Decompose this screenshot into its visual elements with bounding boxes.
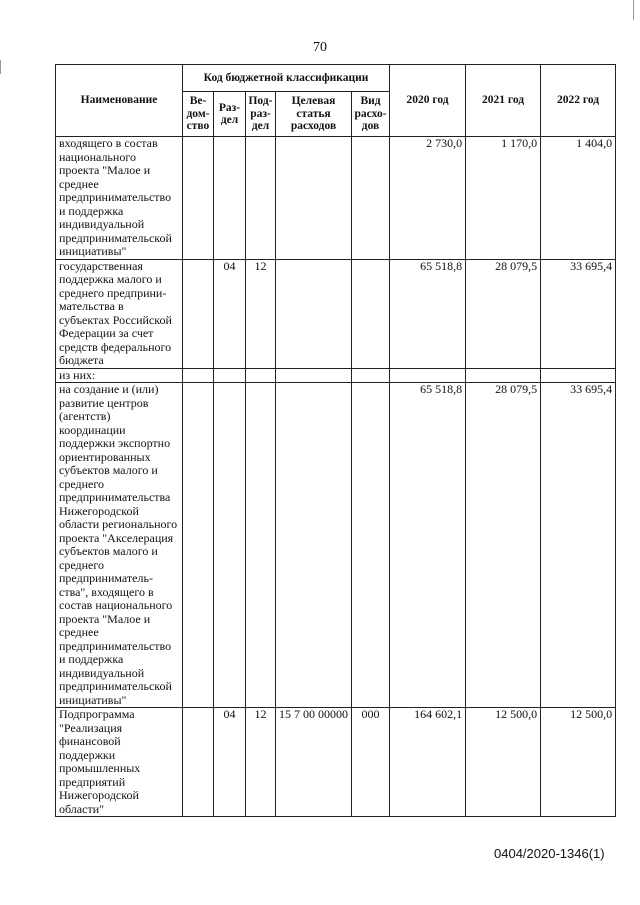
row-razdel: 04: [214, 708, 246, 817]
page-number: 70: [313, 40, 327, 55]
header-2022: 2022 год: [541, 65, 616, 137]
row-name: из них:: [56, 368, 183, 383]
table-row: [56, 368, 616, 383]
row-value-2022: [541, 368, 616, 383]
budget-table: [55, 64, 616, 817]
row-value-2022: 1 404,0: [541, 137, 616, 260]
row-value-2021: [466, 368, 541, 383]
row-podrazdel: [246, 368, 276, 383]
row-podrazdel: [246, 137, 276, 260]
header-podrazdel: Под- раз- дел: [246, 92, 276, 137]
row-vedomstvo: [183, 137, 214, 260]
row-target-article: [276, 259, 352, 368]
table-row: [56, 708, 616, 817]
row-value-2020: [390, 368, 466, 383]
table-row: [56, 137, 616, 260]
row-razdel: 04: [214, 259, 246, 368]
document-code: 0404/2020-1346(1): [494, 846, 605, 861]
row-expense-type: [352, 137, 390, 260]
row-name: входящего в состав национального проекта "Малое и среднее предпринимательство и поддержка индивидуальной предпринимательской инициативы": [56, 137, 183, 260]
row-name: государственная поддержка малого и среднего предприни- мательства в субъектах Российской Федерации за счет средств федерального бюджета: [56, 259, 183, 368]
header-2021: 2021 год: [466, 65, 541, 137]
row-podrazdel: 12: [246, 259, 276, 368]
row-target-article: [276, 368, 352, 383]
row-expense-type: [352, 259, 390, 368]
row-value-2022: 12 500,0: [541, 708, 616, 817]
scan-edge-mark: [633, 0, 634, 20]
row-expense-type: 000: [352, 708, 390, 817]
header-expense-type: Вид расхо- дов: [352, 92, 390, 137]
row-value-2021: 1 170,0: [466, 137, 541, 260]
table-row: [56, 259, 616, 368]
row-value-2021: 28 079,5: [466, 383, 541, 708]
row-value-2020: 65 518,8: [390, 259, 466, 368]
row-value-2021: 12 500,0: [466, 708, 541, 817]
row-vedomstvo: [183, 368, 214, 383]
row-vedomstvo: [183, 383, 214, 708]
row-value-2020: 164 602,1: [390, 708, 466, 817]
row-expense-type: [352, 368, 390, 383]
header-name: Наименование: [56, 65, 183, 137]
header-target-article: Целевая статья расходов: [276, 92, 352, 137]
row-razdel: [214, 383, 246, 708]
row-name: на создание и (или) развитие центров (агентств) координации поддержки экспортно ориентированных субъектов малого и среднего предпринимательства Нижегородской области регионального проекта "Акселерация субъектов малого и среднего предприниматель- ства", входящего в состав национального проекта "Малое и среднее предпринимательство и поддержка индивидуальной предпринимательской инициативы": [56, 383, 183, 708]
row-podrazdel: 12: [246, 708, 276, 817]
header-2020: 2020 год: [390, 65, 466, 137]
scan-edge-mark: [0, 60, 1, 74]
row-podrazdel: [246, 383, 276, 708]
row-value-2021: 28 079,5: [466, 259, 541, 368]
header-razdel: Раз- дел: [214, 92, 246, 137]
row-target-article: [276, 383, 352, 708]
row-value-2020: 65 518,8: [390, 383, 466, 708]
row-vedomstvo: [183, 259, 214, 368]
row-value-2022: 33 695,4: [541, 383, 616, 708]
row-razdel: [214, 368, 246, 383]
row-razdel: [214, 137, 246, 260]
header-budget-classification: Код бюджетной классификации: [183, 65, 390, 92]
row-name: Подпрограмма "Реализация финансовой поддержки промышленных предприятий Нижегородской области": [56, 708, 183, 817]
row-value-2022: 33 695,4: [541, 259, 616, 368]
row-target-article: [276, 137, 352, 260]
row-value-2020: 2 730,0: [390, 137, 466, 260]
row-expense-type: [352, 383, 390, 708]
row-target-article: 15 7 00 00000: [276, 708, 352, 817]
table-row: [56, 383, 616, 708]
row-vedomstvo: [183, 708, 214, 817]
header-vedomstvo: Ве- дом- ство: [183, 92, 214, 137]
